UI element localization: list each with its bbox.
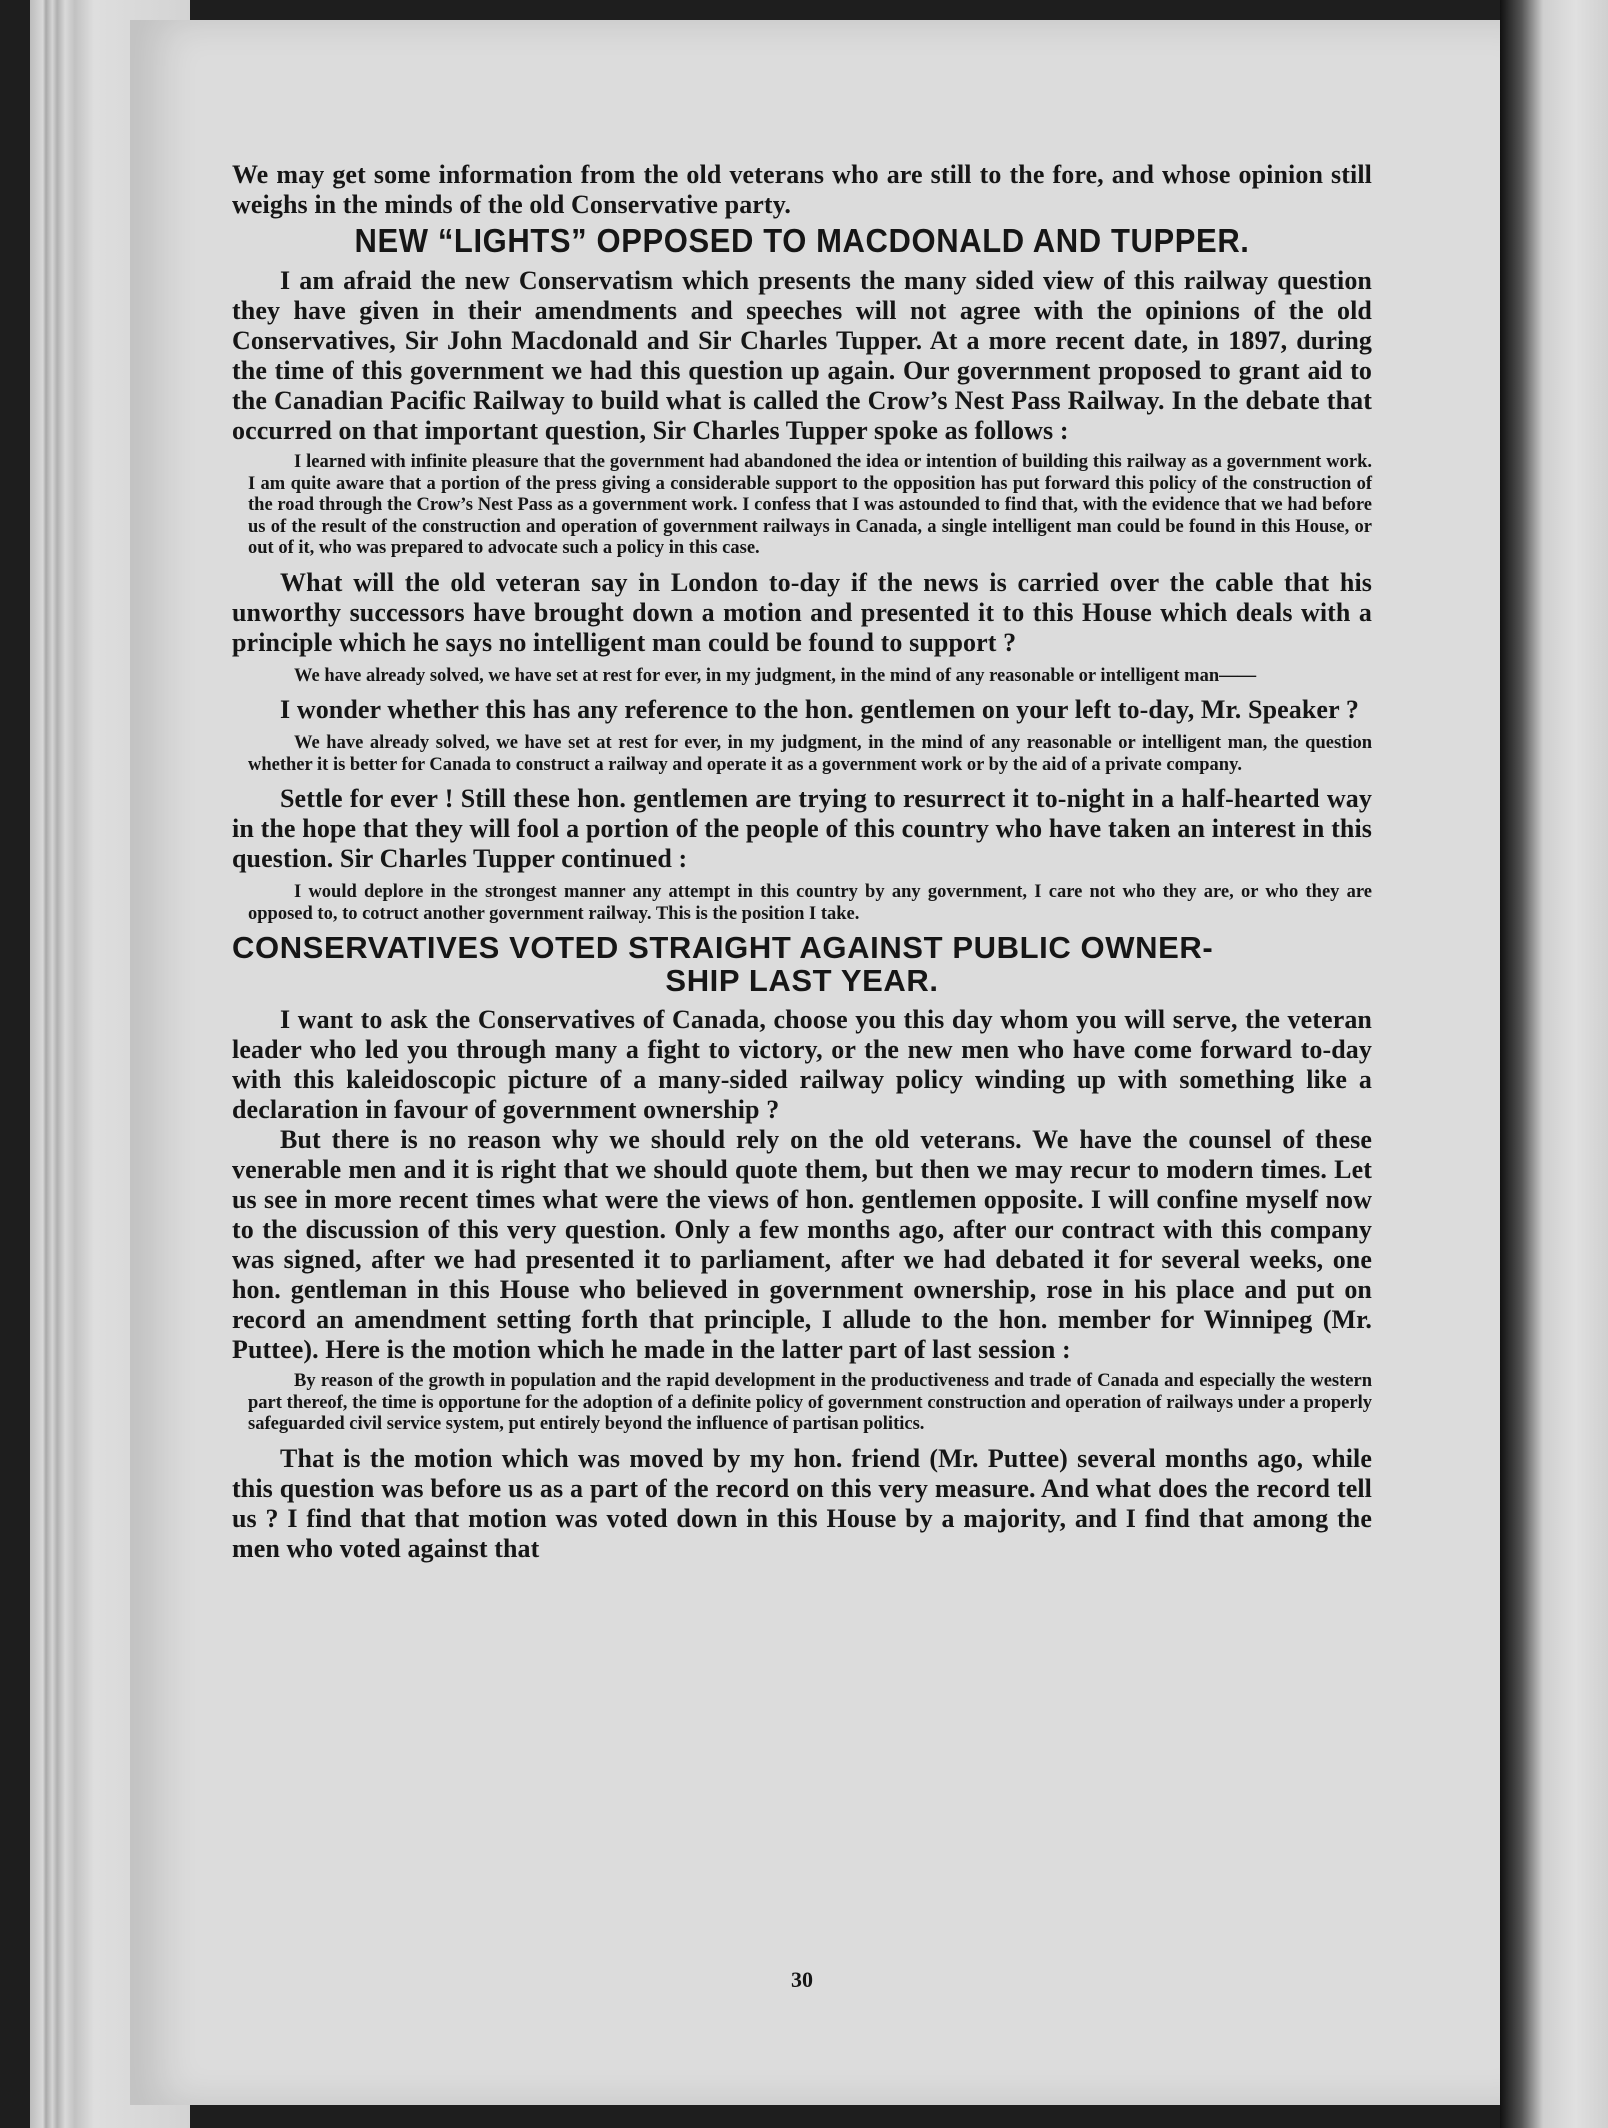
intro-paragraph: We may get some information from the old veterans who are still to the fore, and whose opinion still weighs in the minds of the old Conservative party. <box>232 160 1372 219</box>
quote-puttee-motion: By reason of the growth in population and the rapid development in the productiveness and trade of Canada and especially the western part thereof, the time is opportune for the adoption of a definite policy of government construction and operation of railways under a properly safeguarded civil service system, put entirely beyond the influence of partisan politics. <box>248 1371 1372 1434</box>
paragraph-new-conservatism: I am afraid the new Conservatism which presents the many sided view of this railway question they have given in their amendments and speeches will not agree with the opinions of the old Conservatives, Sir John Macdonald and Sir Charles Tupper. At a more recent date, in 1897, during the time of this government we had this question up again. Our government proposed to grant aid to the Canadian Pacific Railway to build what is called the Crow’s Nest Pass Railway. In the debate that occurred on that important question, Sir Charles Tupper spoke as follows : <box>232 266 1372 445</box>
section-heading-new-lights: NEW “LIGHTS” OPPOSED TO MACDONALD AND TUPPER. <box>354 221 1250 260</box>
book-spine-edge <box>1500 0 1608 2128</box>
paragraph-old-veterans: But there is no reason why we should rely on the old veterans. We have the counsel of these venerable men and it is right that we should quote them, but then we may recur to modern times. Let us see in more recent times what were the views of hon. gentlemen opposite. I will confine myself now to the discussion of this very question. Only a few months ago, after our contract with this company was signed, after we had presented it to parliament, after we had debated it for several weeks, one hon. gentleman in this House who believed in government ownership, rose in his place and put on record an amendment setting forth that principle, I allude to the hon. member for Winnipeg (Mr. Puttee). Here is the motion which he made in the latter part of last session : <box>232 1125 1372 1364</box>
page-content <box>232 160 1372 1992</box>
quote-already-solved-full: We have already solved, we have set at rest for ever, in my judgment, in the mind of any reasonable or intelligent man, the question whether it is better for Canada to construct a railway and operate it as a government work or by the aid of a private company. <box>248 733 1372 775</box>
section-heading-conservatives-voted-line2: SHIP LAST YEAR. <box>665 963 939 998</box>
section-heading-conservatives-voted-line1: CONSERVATIVES VOTED STRAIGHT AGAINST PUBLIC OWNER- <box>232 930 1214 965</box>
quote-tupper-1897: I learned with infinite pleasure that the government had abandoned the idea or intention of building this railway as a government work. I am quite aware that a portion of the press giving a considerable support to the opposition has put forward this policy of the construction of the road through the Crow’s Nest Pass as a government work. I confess that I was astounded to find that, with the evidence that we had before us of the result of the construction and operation of government railways in Canada, a single intelligent man could be found in this House, or out of it, who was prepared to advocate such a policy in this case. <box>248 452 1372 558</box>
paragraph-wonder: I wonder whether this has any reference to the hon. gentlemen on your left to-day, Mr. Speaker ? <box>280 695 1359 724</box>
page-number: 30 <box>791 1967 813 1992</box>
paragraph-choose-you-this-day: I want to ask the Conservatives of Canada, choose you this day whom you will serve, the veteran leader who led you through many a fight to victory, or the new men who have come forward to-day with this kaleidoscopic picture of a many-sided railway policy winding up with something like a declaration in favour of government ownership ? <box>232 1005 1372 1124</box>
paragraph-motion-voted-down: That is the motion which was moved by my hon. friend (Mr. Puttee) several months ago, while this question was before us as a part of the record on this very measure. And what does the record tell us ? I find that that motion was voted down in this House by a majority, and I find that among the men who voted against that <box>232 1443 1372 1563</box>
paragraph-settle-for-ever: Settle for ever ! Still these hon. gentlemen are trying to resurrect it to-night in a half-hearted way in the hope that they will fool a portion of the people of this country who have taken an interest in this question. Sir Charles Tupper continued : <box>232 784 1372 873</box>
paragraph-old-veteran: What will the old veteran say in London to-day if the news is carried over the cable that his unworthy successors have brought down a motion and presented it to this House which deals with a principle which he says no intelligent man could be found to support ? <box>232 567 1372 657</box>
quote-already-solved-partial: We have already solved, we have set at rest for ever, in my judgment, in the mind of any reasonable or intelligent man—— <box>294 665 1257 686</box>
quote-deplore: I would deplore in the strongest manner any attempt in this country by any government, I care not who they are, or who they are opposed to, to cotruct another government railway. This is the position I take. <box>248 882 1372 924</box>
